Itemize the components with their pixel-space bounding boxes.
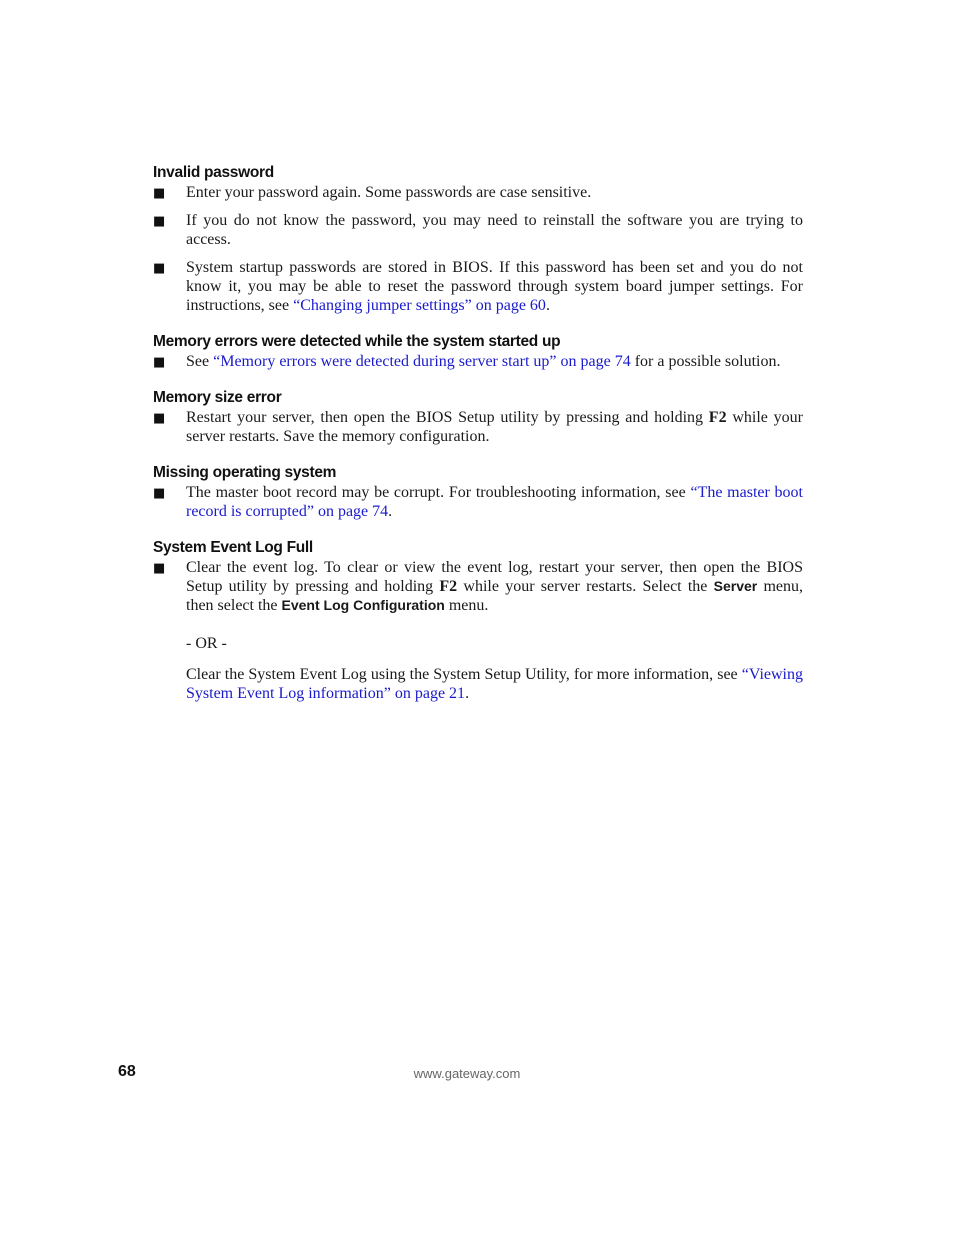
list-item: [153, 183, 803, 202]
or-separator: - OR -: [186, 635, 227, 652]
list-item: [153, 483, 803, 521]
section-heading: Memory size error: [153, 389, 282, 406]
bullet-list: [153, 352, 803, 371]
footer-url: www.gateway.com: [413, 1066, 521, 1081]
key-f2: F2: [439, 578, 458, 595]
alternative-paragraph: [153, 665, 803, 703]
section-memory-size-error: [153, 388, 803, 446]
bullet-square-icon: ■: [153, 186, 166, 201]
link-memory-errors-detected[interactable]: “Memory errors were detected during server start up” on page 74: [213, 353, 631, 370]
bullet-square-icon: ■: [153, 561, 166, 576]
list-item: [153, 352, 803, 371]
bullet-list: [153, 408, 803, 446]
key-f2: F2: [708, 409, 727, 426]
section-heading: Memory errors were detected while the system started up: [153, 333, 561, 350]
bullet-square-icon: ■: [153, 261, 166, 276]
section-memory-errors: [153, 332, 803, 371]
item-text: Restart your server, then open the BIOS Setup utility by pressing and holding: [186, 409, 709, 426]
bullet-square-icon: ■: [153, 214, 166, 229]
link-changing-jumper-settings[interactable]: “Changing jumper settings” on page 60: [293, 297, 546, 314]
item-text-mid2: menu, then select the: [186, 578, 803, 614]
item-text: Enter your password again. Some passwords are case sensitive.: [186, 184, 592, 201]
section-missing-os: [153, 463, 803, 521]
bullet-list: [153, 483, 803, 521]
list-item: [153, 558, 803, 615]
alt-text-end: .: [465, 685, 470, 702]
item-text: The master boot record may be corrupt. For troubleshooting information, see: [186, 484, 691, 501]
list-item: [153, 408, 803, 446]
item-text: System startup passwords are stored in BIOS. If this password has been set and you do not know it, you may be able to reset the password through system board jumper settings. For instructions, see: [186, 259, 803, 314]
item-text-end: .: [388, 503, 393, 520]
item-text: If you do not know the password, you may need to reinstall the software you are trying to access.: [186, 212, 803, 248]
page-content: [153, 163, 803, 720]
item-text-end: while your server restarts. Save the memory configuration.: [186, 409, 804, 445]
bullet-list: [153, 183, 803, 315]
item-text-end: .: [545, 297, 550, 314]
item-text: Clear the event log. To clear or view the event log, restart your server, then open the BIOS Setup utility by pressing and holding: [186, 559, 803, 595]
page-number: 68: [118, 1063, 136, 1080]
item-text-end: menu.: [444, 597, 489, 614]
item-text-mid: while your server restarts. Select the: [457, 578, 714, 595]
list-item: [153, 211, 803, 249]
list-item: [153, 258, 803, 315]
item-text-end: for a possible solution.: [630, 353, 781, 370]
bullet-square-icon: ■: [153, 486, 166, 501]
bullet-list: [153, 558, 803, 615]
section-system-event-log-full: [153, 538, 803, 703]
alt-text: Clear the System Event Log using the System Setup Utility, for more information, see: [186, 666, 742, 683]
item-text: See: [186, 353, 214, 370]
section-heading: Invalid password: [153, 164, 274, 181]
bullet-square-icon: ■: [153, 355, 166, 370]
section-heading: System Event Log Full: [153, 539, 313, 556]
section-invalid-password: [153, 163, 803, 315]
link-master-boot-record[interactable]: “The master boot record is corrupted” on page 74: [186, 484, 804, 520]
link-viewing-system-event-log[interactable]: “Viewing System Event Log information” on page 21: [186, 666, 803, 702]
section-heading: Missing operating system: [153, 464, 337, 481]
menu-term-event-log-configuration: Event Log Configuration: [281, 597, 445, 613]
bullet-square-icon: ■: [153, 411, 166, 426]
menu-term-server: Server: [713, 578, 758, 594]
